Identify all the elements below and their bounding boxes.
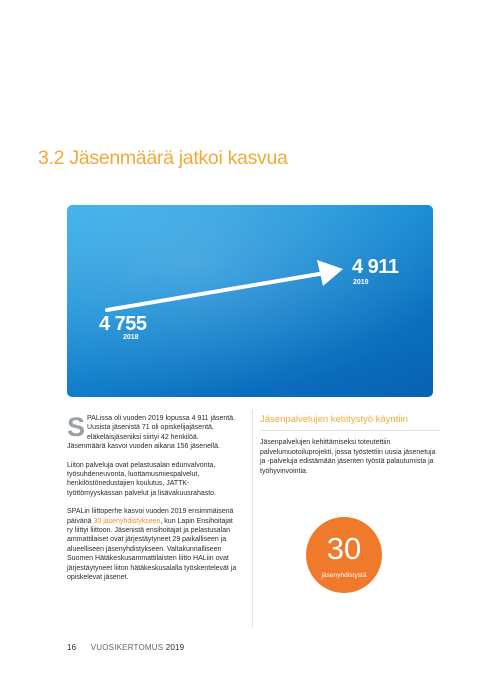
page-footer [67, 643, 184, 652]
right-column [260, 415, 440, 476]
associations-text-end: , kun Lapin Ensihoitajat ry liittyi liittoon. Jäsenistä ensihoitajat ja pelastusalan ammattilaiset ovat järjestäytyneet 29 paikalliseen ja alueelliseen jäsenyhdistykseen. Valtakunnalliseen Suomen Hätäkeskusammattilaisten liitto HALiin ovat järjestäytyneet liiton hätäkeskusalalla työskentelevät ja opiskelevat jäsenet. [67, 517, 237, 582]
services-development-text: Jäsenpalvelujen kehittämiseksi toteutettiin palvelumuotoiluprojekti, jossa työstettiin uusia jäsenetuja ja -palveluja edistämään jäsenten työstä palautumista ja työhyvinvointia. [260, 439, 436, 475]
footer-label: VUOSIKERTOMUS [90, 643, 164, 652]
page-number: 16 [67, 643, 77, 652]
membership-paragraph [67, 414, 239, 452]
footer-year: 2019 [165, 643, 185, 652]
section-heading: 3.2 Jäsenmäärä jatkoi kasvua [38, 147, 288, 169]
associations-text-start: SPALin liittoperhe kasvoi vuoden 2019 ensimmäisenä päivänä [67, 508, 234, 525]
growth-arrow-icon [67, 205, 433, 397]
services-heading: Jäsenpalvelujen kehitystyö käyntiin [260, 415, 440, 431]
badge-number: 30 [326, 531, 362, 566]
start-member-count: 4 755 [99, 313, 147, 335]
end-member-count: 4 911 [352, 256, 399, 278]
associations-highlight: 30 jäsenyhdistykseen [93, 517, 161, 525]
badge-label: jäsenyhdistystä [321, 572, 367, 579]
membership-text: PALissa oli vuoden 2019 lopussa 4 911 jäsentä. Uusista jäsenistä 71 oli opiskelijajäsentä, eläkeläisjäseniksi siirtyi 42 henkilöä. Jäsenmäärä kasvoi vuoden aikana 156 jäsenellä. [67, 415, 236, 451]
associations-badge [306, 517, 382, 593]
associations-paragraph [67, 507, 239, 582]
membership-growth-banner [67, 205, 433, 397]
start-year: 2018 [123, 334, 139, 341]
dropcap: S [67, 412, 86, 442]
left-column [67, 414, 239, 592]
services-paragraph: Liiton palveluja ovat pelastusalan edunvalvonta, työsuhdeneuvonta, luottamusmiespalvelut, henkilöstönedustajien koulutus, JATTK-työttömyyskassan palvelut ja lisävakuusrahasto. [67, 461, 217, 497]
end-year: 2019 [353, 279, 369, 286]
column-divider [252, 410, 253, 628]
